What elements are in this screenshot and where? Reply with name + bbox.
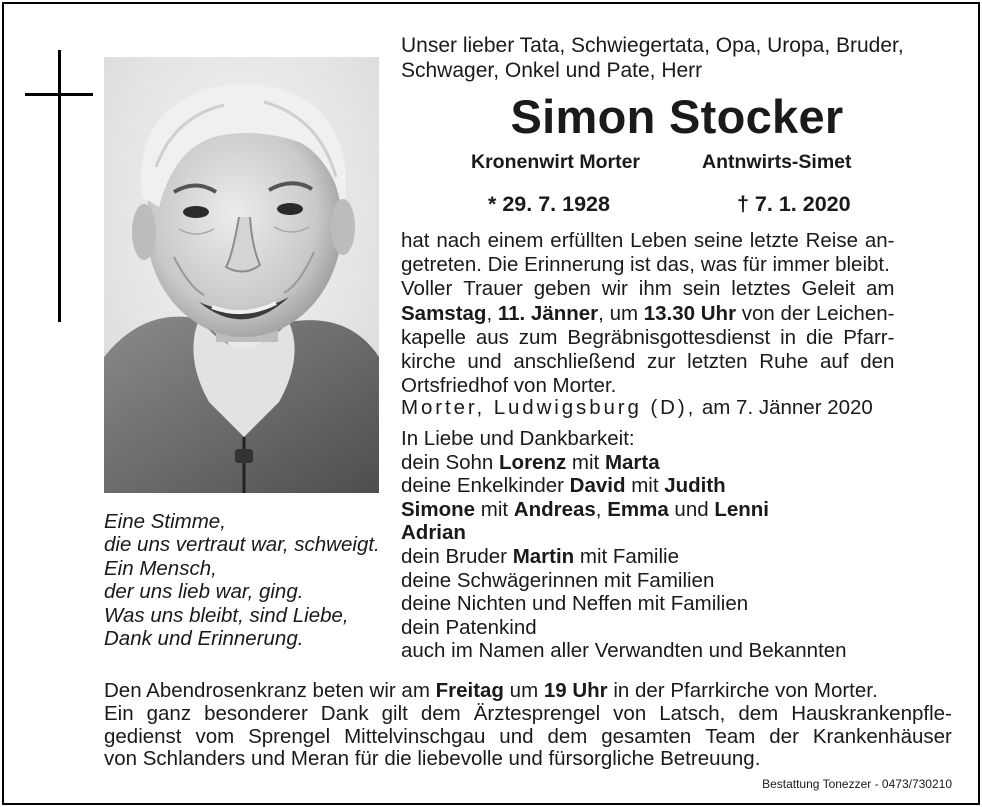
family-line: dein Sohn Lorenz mit Marta xyxy=(401,450,660,474)
family-line: deine Nichten und Neffen mit Familien xyxy=(401,592,749,616)
funeral-notice xyxy=(401,229,894,398)
intro-line: Schwager, Onkel und Pate, Herr xyxy=(401,59,703,82)
family-heading: In Liebe und Dankbarkeit: xyxy=(401,427,635,450)
death-date: † 7. 1. 2020 xyxy=(737,192,851,216)
place-date xyxy=(401,396,873,420)
funeral-home-credit: Bestattung Tonezzer - 0473/730210 xyxy=(762,777,952,791)
funeral-date: 11. Jänner xyxy=(497,301,599,325)
family-line: dein Bruder Martin mit Familie xyxy=(401,544,679,568)
family-line: Simone mit Andreas, Emma und Lenni xyxy=(401,497,770,521)
cross-icon-bar xyxy=(25,93,93,96)
thanks-line: gedienst vom Sprengel Mittelvinschgau und dem gesamten Team der Krankenhäuser xyxy=(104,724,952,748)
nickname-left: Kronenwirt Morter xyxy=(471,151,641,173)
family-line: Adrian xyxy=(401,521,466,545)
thanks-line: Ein ganz besonderer Dank gilt dem Ärztesprengel von Latsch, dem Hauskrankenpfle- xyxy=(104,701,952,725)
poem-line: Ein Mensch, xyxy=(104,556,217,580)
poem-line: der uns lieb war, ging. xyxy=(104,580,304,604)
rosary-and-thanks xyxy=(104,680,952,771)
intro-line: Unser lieber Tata, Schwiegertata, Opa, Uropa, Bruder, xyxy=(401,34,904,57)
portrait-photo xyxy=(104,57,379,493)
date: am 7. Jänner 2020 xyxy=(696,396,873,419)
rosary-line: Den Abendrosenkranz beten wir am Freitag um 19 Uhr in der Pfarrkirche von Morter. xyxy=(104,679,878,702)
notice-line: hat nach einem erfüllten Leben seine letzte Reise an- xyxy=(401,229,895,252)
family-line: deine Schwägerinnen mit Familien xyxy=(401,568,715,592)
notice-line: getreten. Die Erinnerung ist das, was für immer bleibt. xyxy=(401,253,890,277)
poem-line: Was uns bleibt, sind Liebe, xyxy=(104,603,349,627)
notice-line: Voller Trauer geben wir ihm sein letztes Geleit am xyxy=(401,277,895,301)
deceased-name: Simon Stocker xyxy=(510,90,844,143)
family-line: dein Patenkind xyxy=(401,615,537,639)
funeral-day: Samstag xyxy=(401,301,487,325)
poem-line: Dank und Erinnerung. xyxy=(104,627,304,651)
notice-line: Samstag, 11. Jänner, um 13.30 Uhr von der Leichen- xyxy=(401,301,895,325)
nickname-right: Antnwirts-Simet xyxy=(702,151,852,173)
family-list xyxy=(401,427,847,663)
notice-line: kapelle aus zum Begräbnisgottesdienst in die Pfarr- xyxy=(401,325,895,349)
thanks-line: von Schlanders und Meran für die liebevolle und fürsorgliche Betreuung. xyxy=(104,747,761,771)
family-line: auch im Namen aller Verwandten und Bekannten xyxy=(401,639,847,663)
birth-date: * 29. 7. 1928 xyxy=(488,192,610,216)
notice-line: Ortsfriedhof von Morter. xyxy=(401,374,617,398)
place: Morter, Ludwigsburg (D), xyxy=(401,396,697,419)
poem-line: Eine Stimme, xyxy=(104,510,226,533)
notice-line: kirche und anschließend zur letzten Ruhe auf den xyxy=(401,350,895,374)
intro-text xyxy=(401,33,904,83)
cross-icon xyxy=(58,50,61,322)
poem xyxy=(104,510,380,650)
family-line: deine Enkelkinder David mit Judith xyxy=(401,474,726,498)
poem-line: die uns vertraut war, schweigt. xyxy=(104,533,380,557)
funeral-time: 13.30 Uhr xyxy=(643,301,737,325)
